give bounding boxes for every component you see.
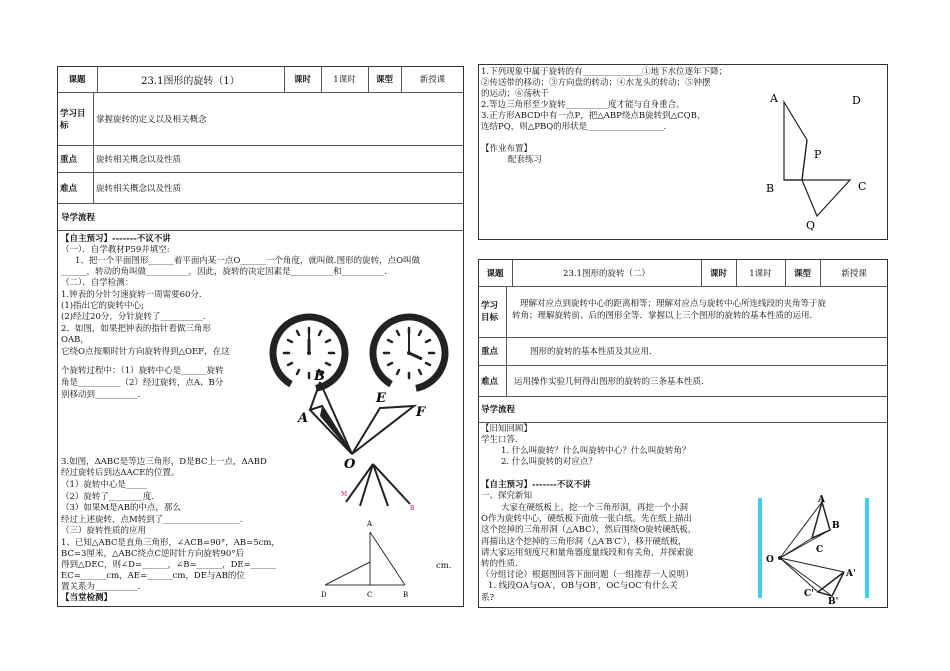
text-line: ②传送带的移动；③方向盘的转动；④水龙头的转动；⑤钟摆 xyxy=(481,78,711,88)
label-D2: D xyxy=(852,94,861,107)
text-line: 1、已知△ABC是直角三角形，∠ACB=90°，AB=5cm， xyxy=(61,538,280,548)
diff-text: 旋转相关概念以及性质 xyxy=(96,183,182,194)
type-label-2: 课型 xyxy=(793,268,811,279)
diff-text-2: 运用操作实验几何得出图形的旋转的三条基本性质． xyxy=(514,376,710,387)
rotation-triangle-figure xyxy=(296,368,436,472)
topic-label: 课题 xyxy=(68,75,86,85)
diff-label: 难点 xyxy=(60,183,78,194)
label-C-prime: C' xyxy=(804,589,814,599)
topic-value: 23.1图形的旋转（1） xyxy=(141,75,240,87)
type-value-2: 新授课 xyxy=(841,268,867,279)
label-F: F xyxy=(416,405,426,420)
self-study-heading: 【自主预习】-------不议不讲 xyxy=(61,234,171,244)
text-line: EC=______cm，AE=______cm，DE与AB的位 xyxy=(61,571,245,581)
text-line: 2. 什么叫旋转的对应点？ xyxy=(501,457,597,467)
text-line: 的运动；⑥荡秋千 xyxy=(481,89,550,99)
class-test-heading: 【当堂检测】 xyxy=(61,593,113,603)
text-line: 请大家运用刻度尺和量角器度量线段和有关角，并探索旋 xyxy=(481,548,694,558)
cm-label: cm. xyxy=(436,561,452,571)
text-line: 个旋转过程中：（1）旋转中心是______旋转 xyxy=(61,366,224,376)
text-line: 1. 线段OA与OA′，OB与OB′，OC与OC′有什么关 xyxy=(488,581,678,591)
label-E: E xyxy=(376,391,386,406)
label-D: D xyxy=(321,591,327,599)
label-B3: B xyxy=(403,591,409,599)
square-figure xyxy=(762,88,872,233)
text-line: OAB， xyxy=(61,335,89,345)
text-line: O作为旋转中心，硬纸板下面放一张白纸。先在纸上描出 xyxy=(481,514,692,524)
rotation-figure xyxy=(762,490,862,605)
label-B-prime: B' xyxy=(828,597,839,607)
label-A2: A xyxy=(367,520,373,528)
goal-label: 学习目标 xyxy=(60,109,86,131)
text-line: (1)指出它的旋转中心; xyxy=(61,301,144,311)
key-label: 重点 xyxy=(60,154,78,165)
label-B4: B xyxy=(766,182,775,195)
hours-value-2: 1课时 xyxy=(749,268,772,279)
flow-label: 导学流程 xyxy=(61,212,96,223)
text-line: 经过上述旋转，点M转到了__________________. xyxy=(61,515,243,525)
goal-text-2b: 转角；理解旋转前、后的图形全等．掌握以上三个图形的旋转的基本性质的运用． xyxy=(512,311,819,321)
hours-value: 1课时 xyxy=(333,75,356,85)
text-line: 经过旋转后到达ΔACE的位置。 xyxy=(61,468,180,478)
goal-text: 掌握旋转的定义以及相关概念 xyxy=(96,114,207,125)
text-line: （2）旋转了________度. xyxy=(61,492,155,502)
label-A4: A xyxy=(818,495,825,505)
text-line: ______，转动的角叫做__________，因此，旋转的决定因素是__________和__________. xyxy=(61,267,387,277)
hours-label: 课时 xyxy=(293,75,311,85)
goal-label-2: 学习目标 xyxy=(481,301,499,323)
text-line: 再描出这个挖掉的三角形洞（△A′B′C′），移开硬纸板， xyxy=(481,537,687,547)
text-line: 学生口答. xyxy=(481,435,518,445)
text-line: 得到△DEC，则∠D=______，∠B=______，DE=______ xyxy=(61,560,277,570)
topic-label-2: 课题 xyxy=(486,268,504,279)
text-line: （分组讨论）根据图回答下面问题（一组推荐一人说明） xyxy=(481,570,694,580)
key-text-2: 图形的旋转的基本性质及其应用． xyxy=(530,347,658,357)
hours-label-2: 课时 xyxy=(709,268,727,279)
text-line: 配套练习 xyxy=(508,155,543,165)
label-C: C xyxy=(367,591,373,599)
text-line: 大家在硬纸板上，挖一个三角形洞，再挖一个小洞 xyxy=(501,503,689,513)
text-line: （三）旋转性质的应用 xyxy=(61,526,147,536)
label-C3: C xyxy=(816,545,824,555)
text-line: （1）旋转中心是_____ xyxy=(61,480,148,490)
label-Q: Q xyxy=(806,219,816,232)
text-line: 角是__________（2）经过旋转，点A、B分 xyxy=(61,378,224,388)
flow-label-2: 导学流程 xyxy=(481,405,516,415)
text-line: BC=3厘米，△ABC绕点C逆时针方向旋转90°后 xyxy=(61,549,245,559)
text-line: 它绕O点按顺时针方向旋转得到△OEF，在这 xyxy=(61,347,230,357)
text-line: 1、把一个平面图形______着平面内某一点O______一个角度，就叫做.图形的旋转，点O叫做 xyxy=(75,256,421,266)
text-line: 1. 什么叫旋转？什么叫旋转中心？什么叫旋转角？ xyxy=(501,446,691,456)
text-line: 别移动到__________. xyxy=(61,390,141,400)
text-line: 转的性质. xyxy=(481,559,518,569)
label-A: A xyxy=(298,411,309,426)
text-line: 3.如图，ΔABC是等边三角形，D是BC上一点，ΔABD xyxy=(61,457,267,467)
text-line: 1.下列现象中属于旋转的有______________①地下水位逐年下降； xyxy=(481,67,728,77)
label-O: O xyxy=(344,457,356,472)
text-line: 连结PQ，则△PBQ的形状是__________________. xyxy=(481,122,667,132)
type-label: 课型 xyxy=(375,75,393,85)
diff-label-2: 难点 xyxy=(481,376,499,387)
text-line: 1.钟表的分针匀速旋转一周需要60分. xyxy=(61,290,202,300)
text-line: 2.等边三角形至少旋转__________度才能与自身重合。 xyxy=(481,100,685,110)
review-heading: 【旧知回顾】 xyxy=(481,424,533,434)
text-line: 这个挖掉的三角形洞（△ABC），然后围绕O旋转硬纸板， xyxy=(481,525,697,535)
preview-heading: 【自主预习】-------不议不讲 xyxy=(481,480,591,490)
label-P: P xyxy=(814,148,822,161)
text-line: 3.正方形ABCD中有一点P，把△ABP绕点B旋转到△CQB， xyxy=(481,111,706,121)
label-A-prime: A' xyxy=(846,569,856,579)
key-label-2: 重点 xyxy=(481,347,499,357)
goal-text-2: 理解对应点到旋转中心的距离相等；理解对应点与旋转中心所连线段的夹角等于旋 xyxy=(520,299,827,309)
text-line: （一）．自学教材P59并填空: xyxy=(61,245,170,255)
text-line: (2)经过20分，分针旋转了__________. xyxy=(61,312,206,322)
type-value: 新授课 xyxy=(419,75,446,85)
label-C2: C xyxy=(858,180,867,193)
topic-value-2: 23.1图形的旋转（二） xyxy=(563,268,650,279)
label-O2: O xyxy=(766,555,774,565)
equilateral-figure xyxy=(338,462,428,512)
text-line: 系? xyxy=(481,593,495,603)
key-text: 旋转相关概念以及性质 xyxy=(96,154,182,165)
label-B: B xyxy=(314,369,325,384)
text-line: （3）如果M是AB的中点，那么 xyxy=(61,503,181,513)
text-line: （二）．自学检测： xyxy=(61,278,134,288)
label-B2: B xyxy=(410,505,415,512)
text-line: 置关系为__________. xyxy=(61,582,141,592)
label-B5: B xyxy=(832,521,840,531)
homework-heading: 【作业布置】 xyxy=(481,144,533,154)
label-A3: A xyxy=(770,92,778,105)
label-M: M xyxy=(341,491,348,498)
text-line: 一、探究新知 xyxy=(481,491,533,501)
text-line: 2、如图，如果把钟表的指针看做三角形 xyxy=(61,324,211,334)
cardboard-edge-right xyxy=(865,498,869,598)
right-triangle-figure xyxy=(315,515,425,600)
